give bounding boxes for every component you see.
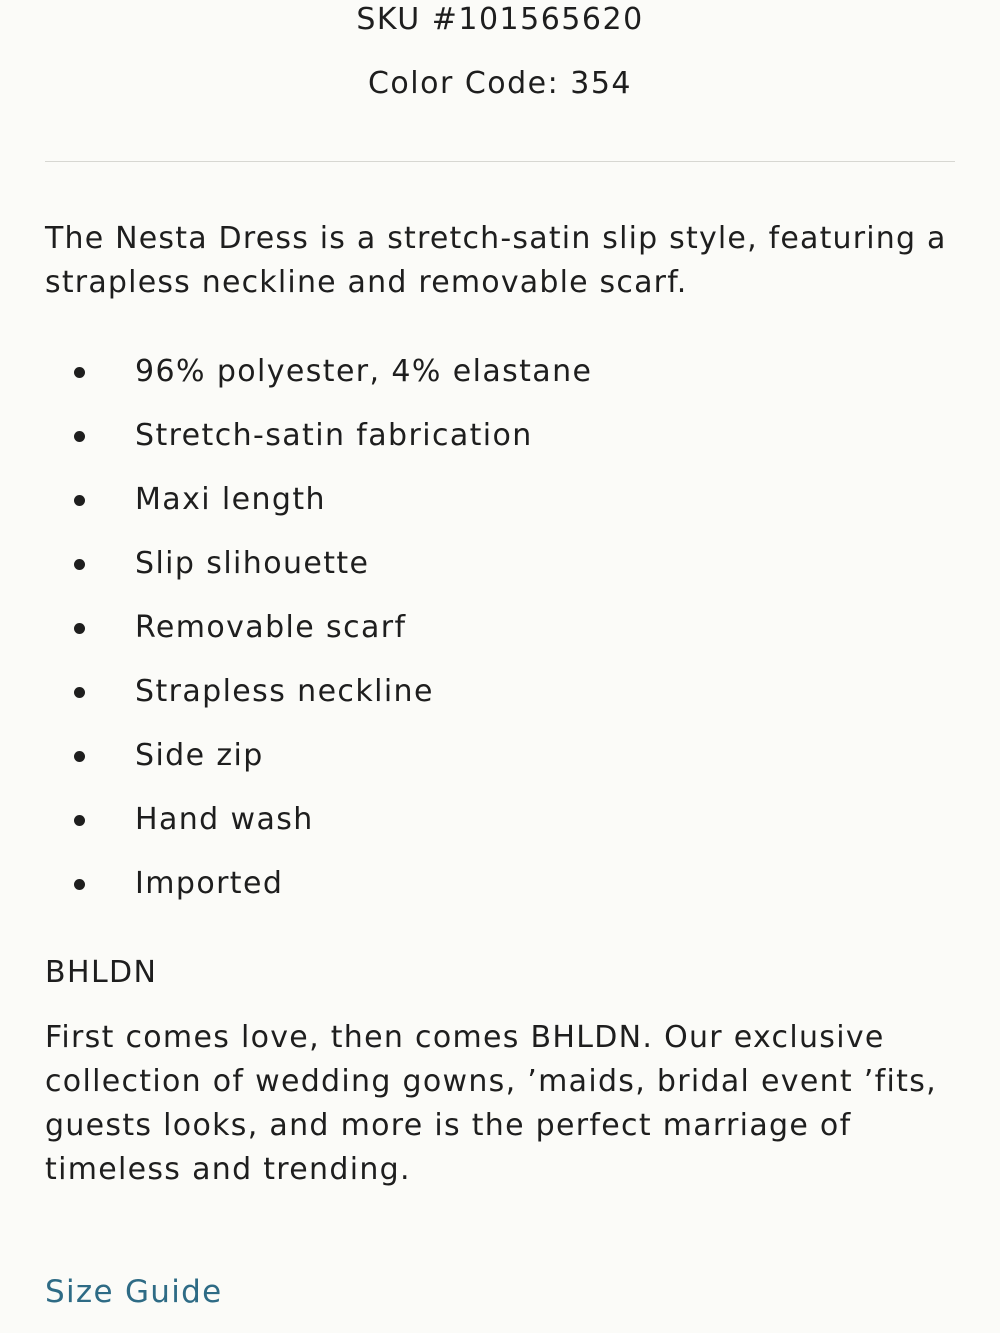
feature-text: Maxi length: [135, 482, 326, 517]
feature-item: [0, 604, 1000, 668]
feature-text: Slip slihouette: [135, 546, 370, 581]
feature-item: [0, 860, 1000, 924]
feature-item: [0, 348, 1000, 412]
product-description: The Nesta Dress is a stretch-satin slip style, featuring a strapless neckline and removable scarf.: [45, 221, 947, 300]
brand-heading: BHLDN: [45, 955, 158, 990]
bullet-icon: [74, 879, 85, 890]
color-code-label: Color Code: 354: [367, 66, 633, 101]
feature-item: [0, 412, 1000, 476]
size-guide-link[interactable]: Size Guide: [45, 1274, 223, 1310]
bullet-icon: [74, 559, 85, 570]
bullet-icon: [74, 495, 85, 506]
bullet-icon: [74, 431, 85, 442]
feature-text: Strapless neckline: [135, 674, 434, 709]
brand-description: First comes love, then comes BHLDN. Our exclusive collection of wedding gowns, ’maids, bridal event ’fits, guests looks, and more is the perfect marriage of timeless and trending.: [45, 1020, 937, 1187]
feature-text: Imported: [135, 866, 284, 901]
feature-item: [0, 668, 1000, 732]
feature-item: [0, 796, 1000, 860]
bullet-icon: [74, 623, 85, 634]
bullet-icon: [74, 815, 85, 826]
feature-item: [0, 732, 1000, 796]
feature-item: [0, 476, 1000, 540]
bullet-icon: [74, 751, 85, 762]
feature-text: Removable scarf: [135, 610, 407, 645]
feature-item: [0, 540, 1000, 604]
feature-text: Stretch-satin fabrication: [135, 418, 533, 453]
feature-text: Hand wash: [135, 802, 314, 837]
feature-text: 96% polyester, 4% elastane: [135, 354, 593, 389]
bullet-icon: [74, 367, 85, 378]
feature-text: Side zip: [135, 738, 264, 773]
feature-list: [0, 348, 1000, 924]
bullet-icon: [74, 687, 85, 698]
section-divider: [45, 161, 955, 162]
sku-label: SKU #101565620: [356, 2, 644, 37]
